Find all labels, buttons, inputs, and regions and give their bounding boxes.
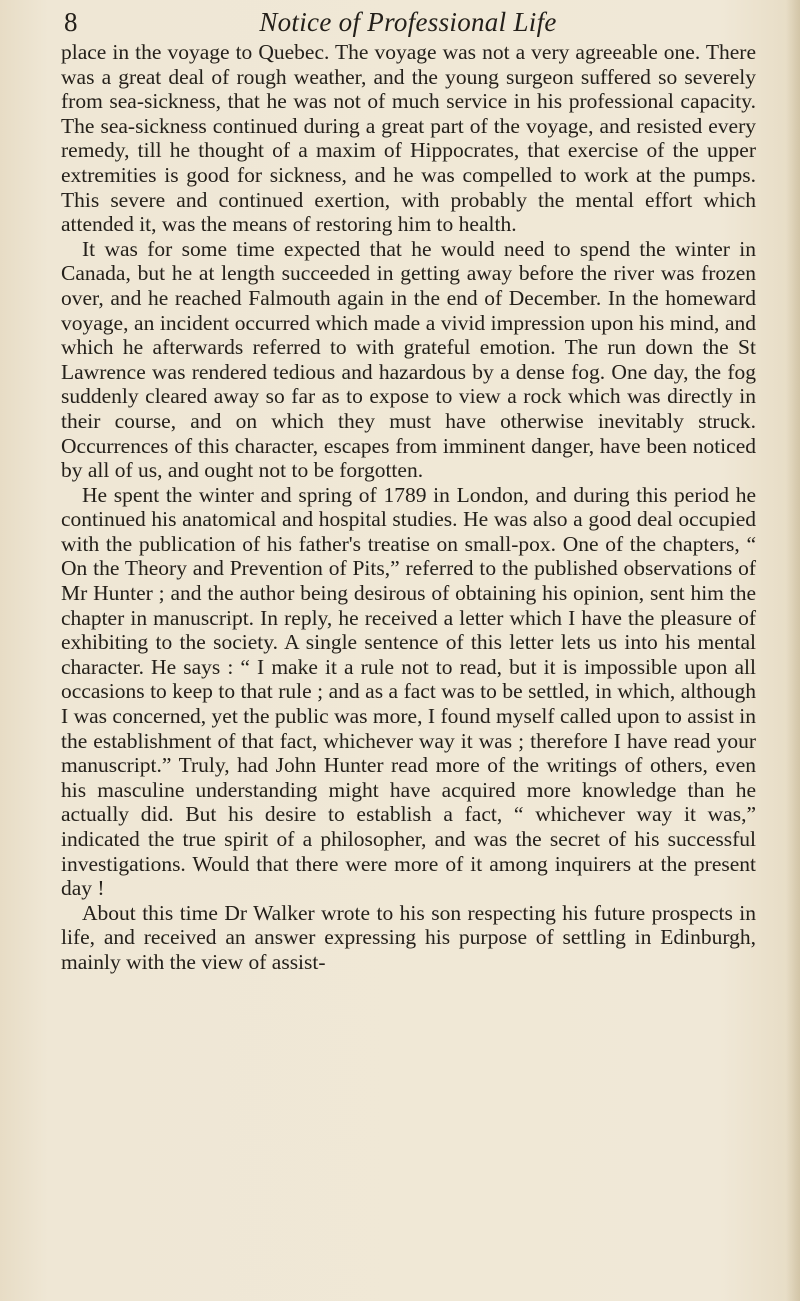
page-edge-shadow: [786, 0, 800, 1301]
paragraph-future-prospects: About this time Dr Walker wrote to his son respecting his future prospects in life, and received an answer expressing his purpose of settling in Edinburgh, mainly with the view of assist-: [61, 900, 756, 974]
paragraph-return-voyage: It was for some time expected that he would need to spend the winter in Canada, but he at length succeeded in getting away before the river was frozen over, and he reached Falmouth again in the end of December. In the homeward voyage, an incident occurred which made a vivid impression upon his mind, and which he afterwards referred to with grateful emotion. The run down the St Lawrence was rendered tedious and hazardous by a dense fog. One day, the fog suddenly cleared away so far as to expose to view a rock which was directly in their course, and on which they must have otherwise inevitably struck. Occurrences of this character, escapes from imminent danger, have been noticed by all of us, and ought not to be forgotten.: [61, 236, 756, 483]
page-number: 8: [64, 7, 78, 37]
paragraph-continuation: place in the voyage to Quebec. The voyage was not a very agreeable one. There was a great deal of rough weather, and the young surgeon suffered so severely from sea-sickness, that he was not of much service in his professional capacity. The sea-sickness continued during a great part of the voyage, and resisted every remedy, till he thought of a maxim of Hippocrates, that exercise of the upper extremities is good for sickness, and he was compelled to work at the pumps. This severe and continued exertion, with probably the mental effort which attended it, was the means of restoring him to health.: [61, 40, 756, 237]
paragraph-london-studies: He spent the winter and spring of 1789 in London, and during this period he continued his anatomical and hospital studies. He was also a good deal occupied with the publication of his father's treatise on small-pox. One of the chapters, “ On the Theory and Prevention of Pits,” referred to the published observations of Mr Hunter ; and the author being desirous of obtaining his opinion, sent him the chapter in manuscript. In reply, he received a letter which I have the pleasure of exhibiting to the society. A single sentence of this letter lets us into his mental character. He says : “ I make it a rule not to read, but it is impossible upon all occasions to keep to that rule ; and as a fact was to be settled, in which, although I was concerned, yet the public was more, I found myself called upon to assist in the establishment of that fact, whichever way it was ; therefore I have read your manuscript.” Truly, had John Hunter read more of the writings of others, even his masculine understanding might have acquired more knowledge than he actually did. But his desire to establish a fact, “ whichever way it was,” indicated the true spirit of a philosopher, and was the secret of his successful investigations. Would that there were more of it among inquirers at the present day !: [61, 482, 756, 901]
page-header: [58, 2, 758, 42]
running-title: Notice of Professional Life: [259, 7, 557, 37]
body-text: [61, 40, 756, 975]
